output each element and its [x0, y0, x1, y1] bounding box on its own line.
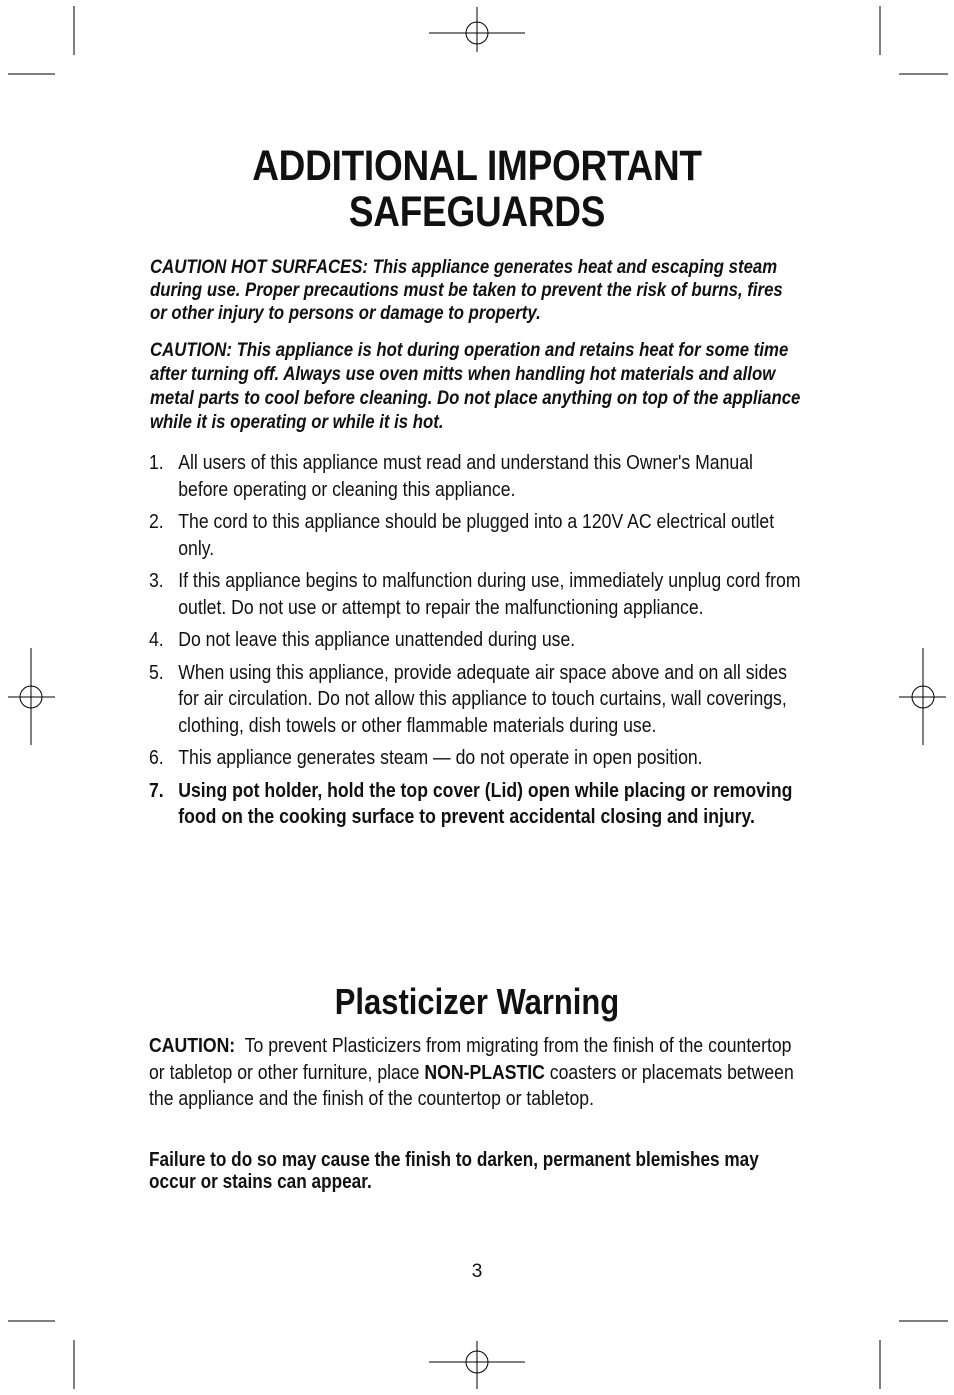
- plasticizer-paragraph: [149, 1033, 807, 1113]
- item-text: All users of this appliance must read and understand this Owner's Manual before operating or cleaning this appliance.: [178, 451, 753, 501]
- page-title: [67, 143, 887, 235]
- list-item: [149, 450, 807, 503]
- caution-hot-appliance: CAUTION: This appliance is hot during operation and retains heat for some time after turning off. Always use oven mitts when handling hot materials and allow metal parts to cool before cleaning. Do not place anything on top of the appliance while it is operating or while it is hot.: [150, 339, 801, 433]
- item-number: 7.: [149, 778, 164, 802]
- caution-hot-surfaces: CAUTION HOT SURFACES: This appliance generates heat and escaping steam during use. Proper precautions must be taken to prevent the risk of burns, fires or other injury to persons or damage to property.: [150, 256, 783, 324]
- failure-warning: Failure to do so may cause the finish to darken, permanent blemishes may occur or stains can appear.: [149, 1149, 759, 1193]
- list-item: [149, 568, 807, 621]
- item-text: The cord to this appliance should be plugged into a 120V AC electrical outlet only.: [178, 510, 775, 560]
- list-item: [149, 745, 807, 772]
- safeguards-list: [149, 450, 807, 837]
- plasticizer-heading: Plasticizer Warning: [334, 981, 620, 1022]
- item-number: 6.: [149, 746, 164, 769]
- item-number: 2.: [149, 510, 164, 533]
- item-number: 1.: [149, 451, 164, 474]
- title-line-2: SAFEGUARDS: [348, 188, 606, 236]
- caution-label: CAUTION:: [149, 1034, 236, 1057]
- item-number: 5.: [149, 660, 164, 684]
- non-plastic-emphasis: NON-PLASTIC: [424, 1060, 545, 1084]
- list-item: [149, 660, 807, 740]
- item-number: 3.: [149, 569, 164, 592]
- item-number: 4.: [149, 628, 164, 651]
- plasticizer-text-after: coasters or placemats between the appliance and the finish of the countertop or tabletop.: [149, 1060, 794, 1110]
- item-text: When using this appliance, provide adequate air space above and on all sides for air circulation. Do not allow this appliance to touch curtains, wall coverings, clothing, dish towels or other flammable materials during use.: [178, 660, 787, 737]
- item-text: Do not leave this appliance unattended during use.: [178, 628, 576, 651]
- item-text: If this appliance begins to malfunction during use, immediately unplug cord from outlet. Do not use or attempt to repair the malfunctioning appliance.: [178, 569, 801, 619]
- list-item: [149, 509, 807, 562]
- item-text: This appliance generates steam — do not operate in open position.: [178, 746, 703, 769]
- title-line-1: ADDITIONAL IMPORTANT: [252, 142, 702, 190]
- page-number: 3: [471, 1261, 483, 1282]
- list-item: [149, 778, 807, 831]
- list-item: [149, 627, 807, 654]
- item-text: Using pot holder, hold the top cover (Lid) open while placing or removing food on the cooking surface to prevent accidental closing and injury.: [178, 778, 793, 828]
- plasticizer-text-before: To prevent Plasticizers from migrating from the finish of the countertop or tabletop or other furniture, place: [149, 1034, 792, 1084]
